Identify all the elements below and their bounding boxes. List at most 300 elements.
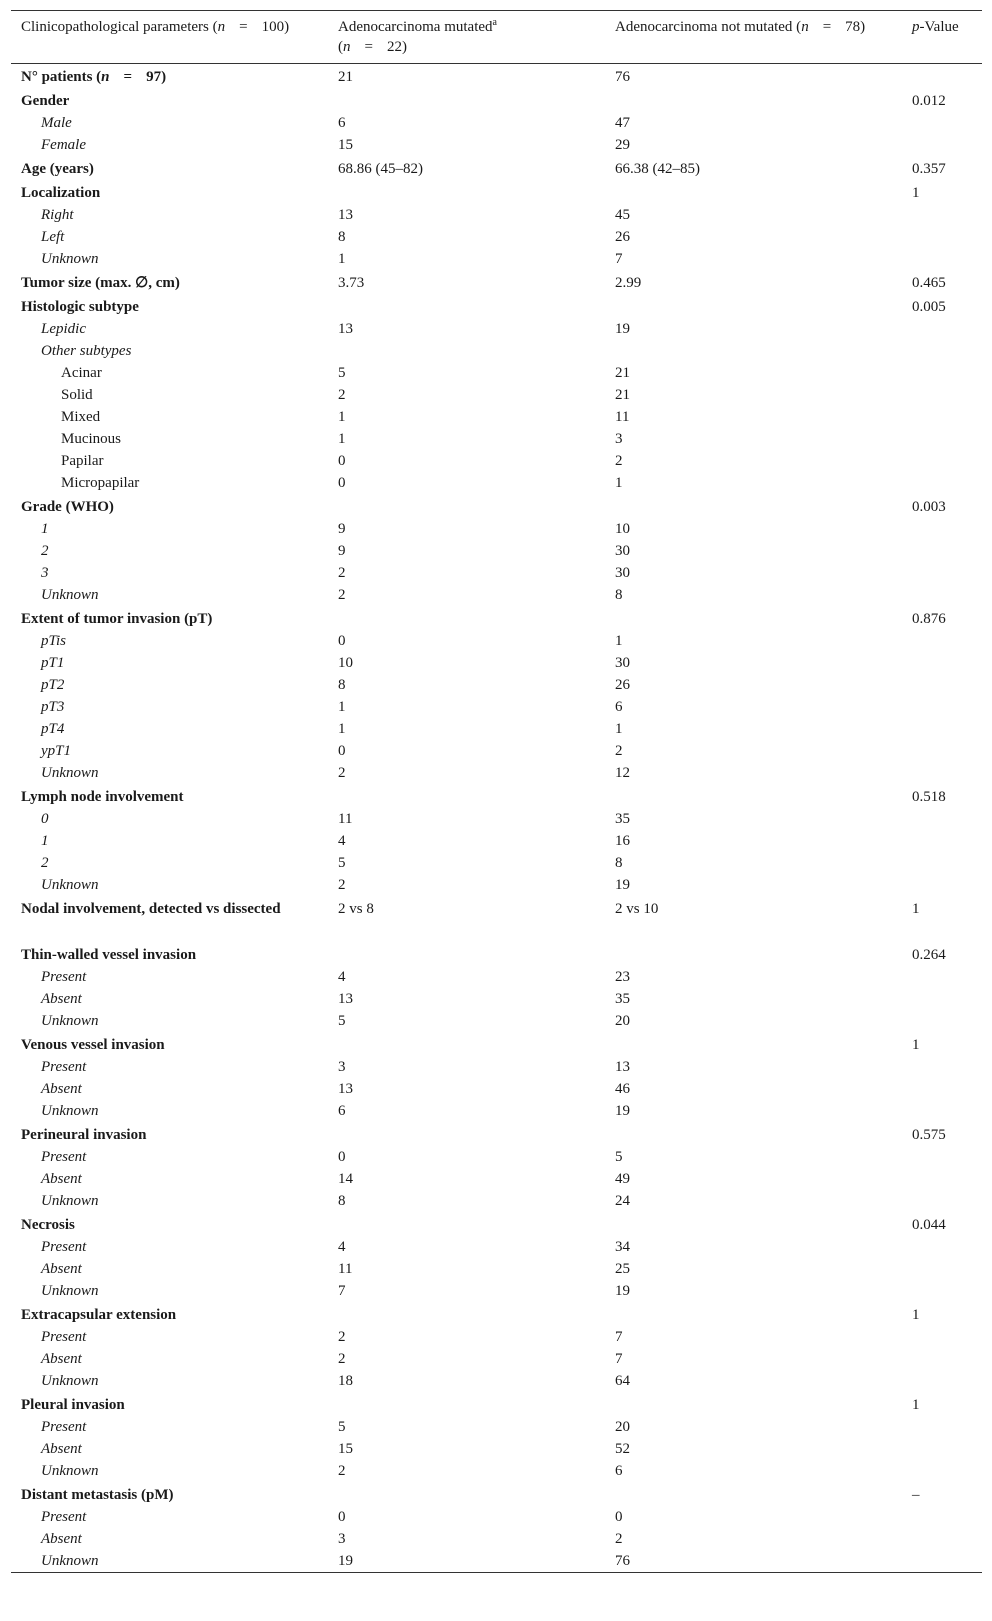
cell-mutated: 13: [338, 321, 353, 337]
row-label: pTis: [41, 633, 67, 649]
cell-p-value: 0.575: [912, 1127, 946, 1143]
cell-p-value: [902, 472, 982, 494]
row-label: Right: [41, 207, 74, 223]
table-row: [11, 562, 982, 584]
cell-mutated: 1: [338, 721, 346, 737]
row-label: Absent: [41, 1531, 82, 1547]
row-label: Venous vessel invasion: [21, 1037, 165, 1053]
row-label: Absent: [41, 1261, 82, 1277]
table-row: [11, 406, 982, 428]
cell-mutated: [328, 1302, 605, 1326]
cell-p-value: 1: [912, 901, 920, 917]
row-label: pT3: [41, 699, 65, 715]
cell-p-value: [902, 1326, 982, 1348]
table-row: [11, 1506, 982, 1528]
cell-p-value: [902, 1370, 982, 1392]
row-label: Absent: [41, 1441, 82, 1457]
cell-not-mutated: [605, 1482, 902, 1506]
table-row: [11, 156, 982, 180]
cell-p-value: [902, 450, 982, 472]
cell-not-mutated: 76: [615, 1553, 630, 1569]
cell-mutated: 2: [338, 765, 346, 781]
table-row: [11, 1280, 982, 1302]
cell-not-mutated: 6: [615, 1463, 623, 1479]
cell-not-mutated: [605, 1212, 902, 1236]
table-row: [11, 740, 982, 762]
table-row: [11, 494, 982, 518]
cell-mutated: 0: [338, 743, 346, 759]
row-label: Absent: [41, 1171, 82, 1187]
table-row: [11, 830, 982, 852]
cell-p-value: [902, 518, 982, 540]
cell-p-value: [902, 406, 982, 428]
cell-not-mutated: [605, 784, 902, 808]
cell-not-mutated: 21: [615, 365, 630, 381]
cell-p-value: 0.357: [912, 161, 946, 177]
table-row: [11, 1032, 982, 1056]
cell-p-value: [902, 988, 982, 1010]
cell-not-mutated: [605, 180, 902, 204]
table-row: [11, 1460, 982, 1482]
cell-mutated: 8: [338, 677, 346, 693]
cell-not-mutated: 11: [615, 409, 630, 425]
cell-not-mutated: [605, 1032, 902, 1056]
cell-mutated: 4: [338, 833, 346, 849]
cell-mutated: [328, 494, 605, 518]
cell-mutated: [328, 88, 605, 112]
cell-not-mutated: 29: [615, 137, 630, 153]
table-row: [11, 852, 982, 874]
row-label: 2: [41, 855, 49, 871]
table-row: [11, 1122, 982, 1146]
cell-p-value: [902, 1190, 982, 1212]
cell-not-mutated: 25: [615, 1261, 630, 1277]
cell-mutated: [328, 1122, 605, 1146]
cell-p-value: 1: [912, 185, 920, 201]
cell-mutated: 1: [338, 409, 346, 425]
clinicopathological-table: [11, 10, 982, 1573]
table-row: [11, 1078, 982, 1100]
row-label: Present: [41, 1149, 87, 1165]
row-label: Present: [41, 969, 87, 985]
cell-p-value: [902, 830, 982, 852]
cell-mutated: 0: [338, 453, 346, 469]
cell-p-value: 0.264: [912, 947, 946, 963]
cell-mutated: 2 vs 8: [338, 901, 374, 917]
cell-not-mutated: 7: [615, 1329, 623, 1345]
cell-p-value: [902, 1056, 982, 1078]
cell-p-value: [902, 134, 982, 156]
cell-p-value: [902, 1146, 982, 1168]
cell-p-value: [902, 112, 982, 134]
cell-p-value: [902, 696, 982, 718]
cell-p-value: [902, 1168, 982, 1190]
table-row: [11, 112, 982, 134]
row-label: Histologic subtype: [21, 299, 139, 315]
row-label: pT2: [41, 677, 65, 693]
cell-mutated: [328, 340, 605, 362]
cell-mutated: 19: [338, 1553, 353, 1569]
cell-mutated: 1: [338, 699, 346, 715]
row-label: Male: [41, 115, 72, 131]
cell-not-mutated: 2.99: [615, 275, 642, 291]
table-row: [11, 180, 982, 204]
cell-not-mutated: 19: [615, 1103, 630, 1119]
cell-not-mutated: 12: [615, 765, 630, 781]
row-label: Unknown: [41, 877, 99, 893]
table-row-patients: [11, 64, 982, 89]
cell-p-value: [902, 674, 982, 696]
row-label: pT4: [41, 721, 65, 737]
cell-p-value: [902, 808, 982, 830]
cell-not-mutated: 8: [615, 587, 623, 603]
cell-mutated: 2: [338, 387, 346, 403]
header-mutated: Adenocarcinoma mutated$^a$ (n = 22): [338, 17, 497, 55]
cell-p-value: [902, 1078, 982, 1100]
cell-not-mutated: 19: [615, 321, 630, 337]
cell-not-mutated: [605, 88, 902, 112]
cell-p-value: 1: [912, 1307, 920, 1323]
row-label: Nodal involvement, detected vs dissected: [21, 901, 281, 917]
table-row: [11, 134, 982, 156]
cell-mutated: 5: [338, 1013, 346, 1029]
cell-mutated: 9: [338, 521, 346, 537]
cell-not-mutated: 35: [615, 991, 630, 1007]
cell-not-mutated: 1: [615, 475, 623, 491]
row-label: Acinar: [61, 365, 102, 381]
table-row: [11, 88, 982, 112]
row-label: Papilar: [61, 453, 104, 469]
table-row: [11, 294, 982, 318]
cell-p-value: [902, 540, 982, 562]
cell-not-mutated: 20: [615, 1013, 630, 1029]
table-row: [11, 384, 982, 406]
table-row: [11, 652, 982, 674]
cell-not-mutated: 2: [615, 453, 623, 469]
cell-mutated: [328, 294, 605, 318]
table-row: [11, 1236, 982, 1258]
cell-p-value: [902, 384, 982, 406]
table-row: [11, 248, 982, 270]
cell-p-value: [902, 562, 982, 584]
cell-p-value: [902, 226, 982, 248]
row-label: Mixed: [61, 409, 101, 425]
cell-not-mutated: [605, 942, 902, 966]
table-row: [11, 318, 982, 340]
table-row: [11, 226, 982, 248]
table-row: [11, 1438, 982, 1460]
row-label: Absent: [41, 1081, 82, 1097]
cell-p-value: [902, 966, 982, 988]
cell-not-mutated: 26: [615, 677, 630, 693]
header-p-value: p-Value: [912, 19, 959, 35]
row-label: Present: [41, 1509, 87, 1525]
table-row: [11, 270, 982, 294]
table-row: [11, 428, 982, 450]
row-label: Age (years): [21, 161, 94, 177]
cell-not-mutated: 2 vs 10: [615, 901, 659, 917]
cell-mutated: 5: [338, 1419, 346, 1435]
cell-mutated: 2: [338, 587, 346, 603]
cell-not-mutated: 6: [615, 699, 623, 715]
cell-p-value: [902, 64, 982, 89]
cell-mutated: [328, 784, 605, 808]
table-row: [11, 1010, 982, 1032]
cell-not-mutated: 13: [615, 1059, 630, 1075]
cell-p-value: 1: [912, 1037, 920, 1053]
row-label: 1: [41, 521, 49, 537]
cell-mutated: 14: [338, 1171, 353, 1187]
cell-not-mutated: 30: [615, 565, 630, 581]
cell-p-value: [902, 1550, 982, 1573]
cell-not-mutated: 19: [615, 877, 630, 893]
cell-not-mutated: 23: [615, 969, 630, 985]
cell-mutated: 2: [338, 565, 346, 581]
row-label: Perineural invasion: [21, 1127, 147, 1143]
table-row: [11, 1416, 982, 1438]
table-body: [11, 64, 982, 1573]
cell-mutated: 10: [338, 655, 353, 671]
row-label: Unknown: [41, 251, 99, 267]
cell-mutated: 68.86 (45–82): [338, 161, 423, 177]
header-parameters: Clinicopathological parameters (n = 100): [21, 19, 290, 35]
row-label: Pleural invasion: [21, 1397, 125, 1413]
table-row: [11, 1348, 982, 1370]
table-row: [11, 1482, 982, 1506]
row-label: pT1: [41, 655, 65, 671]
table-row: [11, 1302, 982, 1326]
row-label: Unknown: [41, 1103, 99, 1119]
cell-p-value: 0.005: [912, 299, 946, 315]
row-label: Left: [41, 229, 65, 245]
row-label: Solid: [61, 387, 93, 403]
table-row: [11, 1190, 982, 1212]
cell-not-mutated: 21: [615, 387, 630, 403]
cell-p-value: [902, 1348, 982, 1370]
cell-mutated: 7: [338, 1283, 346, 1299]
row-label: Absent: [41, 1351, 82, 1367]
cell-mutated: [328, 1482, 605, 1506]
row-label: Absent: [41, 991, 82, 1007]
cell-not-mutated: [605, 606, 902, 630]
cell-p-value: [902, 740, 982, 762]
cell-mutated: 8: [338, 229, 346, 245]
table-row: [11, 1392, 982, 1416]
row-label: Extracapsular extension: [21, 1307, 177, 1323]
cell-mutated: 2: [338, 1351, 346, 1367]
cell-p-value: [902, 762, 982, 784]
table-row: [11, 696, 982, 718]
cell-mutated: [328, 942, 605, 966]
table-row: [11, 1528, 982, 1550]
cell-not-mutated: [605, 294, 902, 318]
row-label: Unknown: [41, 1283, 99, 1299]
row-label: Extent of tumor invasion (pT): [21, 611, 213, 627]
table-row: [11, 1100, 982, 1122]
cell-not-mutated: 16: [615, 833, 630, 849]
table-row: [11, 1168, 982, 1190]
table-row: [11, 606, 982, 630]
cell-p-value: [902, 1506, 982, 1528]
cell-p-value: [902, 204, 982, 226]
row-label: ypT1: [41, 743, 71, 759]
cell-mutated: 3: [338, 1531, 346, 1547]
row-label: Present: [41, 1059, 87, 1075]
cell-mutated: 3: [338, 1059, 346, 1075]
cell-p-value: [902, 652, 982, 674]
row-label: Mucinous: [61, 431, 121, 447]
row-label: Unknown: [41, 1463, 99, 1479]
cell-p-value: [902, 1528, 982, 1550]
table-row: [11, 584, 982, 606]
cell-not-mutated: [605, 340, 902, 362]
cell-p-value: 0.876: [912, 611, 946, 627]
cell-not-mutated: 64: [615, 1373, 630, 1389]
table-row: [11, 1258, 982, 1280]
cell-p-value: 0.012: [912, 93, 946, 109]
table-row: [11, 808, 982, 830]
cell-not-mutated: 47: [615, 115, 630, 131]
table-row: [11, 762, 982, 784]
table-header: [11, 11, 982, 64]
cell-mutated: 2: [338, 1329, 346, 1345]
table-row: [11, 340, 982, 362]
row-label: Unknown: [41, 587, 99, 603]
cell-p-value: 0.518: [912, 789, 946, 805]
row-label: Tumor size (max. ∅, cm): [21, 275, 180, 291]
cell-mutated: 2: [338, 1463, 346, 1479]
cell-mutated: [328, 1032, 605, 1056]
row-label: 3: [41, 565, 49, 581]
cell-mutated: 6: [338, 1103, 346, 1119]
cell-p-value: 0.044: [912, 1217, 946, 1233]
table-row: [11, 784, 982, 808]
cell-not-mutated: [605, 1122, 902, 1146]
cell-mutated: 9: [338, 543, 346, 559]
table-row: [11, 540, 982, 562]
cell-mutated: 11: [338, 1261, 353, 1277]
cell-not-mutated: [605, 1302, 902, 1326]
cell-mutated: 8: [338, 1193, 346, 1209]
cell-mutated: 0: [338, 475, 346, 491]
cell-not-mutated: [605, 494, 902, 518]
cell-not-mutated: 20: [615, 1419, 630, 1435]
row-label: N° patients (n = 97): [21, 69, 167, 85]
row-label: Micropapilar: [61, 475, 140, 491]
row-label: Lymph node involvement: [21, 789, 184, 805]
cell-mutated: 13: [338, 991, 353, 1007]
cell-mutated: 0: [338, 633, 346, 649]
cell-not-mutated: 7: [615, 251, 623, 267]
cell-p-value: [902, 630, 982, 652]
cell-p-value: [902, 1416, 982, 1438]
row-label: 0: [41, 811, 49, 827]
table-row: [11, 1146, 982, 1168]
table-row: [11, 988, 982, 1010]
cell-mutated: 4: [338, 969, 346, 985]
cell-not-mutated: 24: [615, 1193, 630, 1209]
cell-not-mutated: 10: [615, 521, 630, 537]
cell-p-value: [902, 874, 982, 896]
cell-not-mutated: 45: [615, 207, 630, 223]
cell-not-mutated: 26: [615, 229, 630, 245]
table-row: [11, 630, 982, 652]
table-row: [11, 896, 982, 942]
cell-mutated: [328, 1392, 605, 1416]
row-label: Unknown: [41, 1553, 99, 1569]
cell-mutated: [328, 1212, 605, 1236]
cell-mutated: 0: [338, 1149, 346, 1165]
table-row: [11, 1550, 982, 1573]
cell-mutated: [328, 606, 605, 630]
cell-mutated: 15: [338, 1441, 353, 1457]
table-row: [11, 518, 982, 540]
cell-mutated: 6: [338, 115, 346, 131]
cell-p-value: [902, 1236, 982, 1258]
table-row: [11, 966, 982, 988]
cell-not-mutated: 1: [615, 721, 623, 737]
cell-not-mutated: 5: [615, 1149, 623, 1165]
cell-p-value: [902, 852, 982, 874]
row-label: Thin-walled vessel invasion: [21, 947, 197, 963]
cell-p-value: [902, 318, 982, 340]
cell-p-value: [902, 1280, 982, 1302]
cell-p-value: [902, 718, 982, 740]
cell-p-value: [902, 584, 982, 606]
cell-mutated: 4: [338, 1239, 346, 1255]
cell-p-value: [902, 1010, 982, 1032]
cell-not-mutated: 1: [615, 633, 623, 649]
cell-mutated: 3.73: [338, 275, 365, 291]
table-row: [11, 942, 982, 966]
cell-not-mutated: 8: [615, 855, 623, 871]
cell-mutated: 21: [338, 69, 353, 85]
row-label: Distant metastasis (pM): [21, 1487, 174, 1503]
table-row: [11, 450, 982, 472]
row-label: Localization: [21, 185, 101, 201]
cell-p-value: [902, 1258, 982, 1280]
row-label: Necrosis: [21, 1217, 75, 1233]
table-row: [11, 874, 982, 896]
row-label: Present: [41, 1419, 87, 1435]
cell-p-value: [902, 1100, 982, 1122]
row-label: Present: [41, 1329, 87, 1345]
cell-not-mutated: 19: [615, 1283, 630, 1299]
cell-mutated: 0: [338, 1509, 346, 1525]
cell-p-value: [902, 1460, 982, 1482]
table-row: [11, 674, 982, 696]
cell-mutated: [328, 180, 605, 204]
row-label: Grade (WHO): [21, 499, 114, 515]
table-row: [11, 1056, 982, 1078]
cell-not-mutated: 46: [615, 1081, 630, 1097]
header-not-mutated: Adenocarcinoma not mutated (n = 78): [615, 19, 866, 35]
row-label: Other subtypes: [41, 343, 132, 359]
cell-mutated: 2: [338, 877, 346, 893]
row-label: Unknown: [41, 765, 99, 781]
cell-mutated: 5: [338, 365, 346, 381]
cell-p-value: –: [912, 1487, 920, 1503]
header-row: [11, 11, 982, 64]
row-label: Unknown: [41, 1193, 99, 1209]
cell-p-value: 1: [912, 1397, 920, 1413]
table-row: [11, 204, 982, 226]
row-label: Female: [41, 137, 86, 153]
cell-p-value: [902, 340, 982, 362]
cell-mutated: 1: [338, 251, 346, 267]
cell-mutated: 11: [338, 811, 353, 827]
cell-not-mutated: 0: [615, 1509, 623, 1525]
